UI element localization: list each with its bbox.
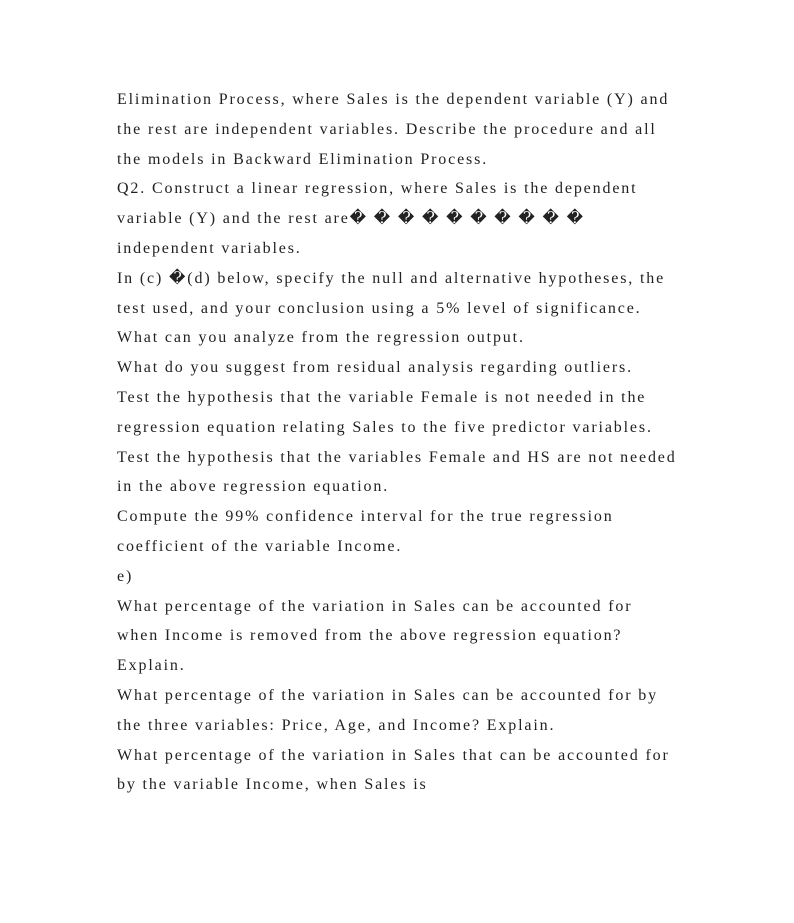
document-body: [117, 85, 677, 800]
paragraph-hypotheses-instructions: In (c) �(d) below, specify the null and alternative hypotheses, the test used, and your conclusion using a 5% level of significance.: [117, 269, 666, 317]
paragraph-variation-income-removed: What percentage of the variation in Sales can be accounted for when Income is removed from the above regression equation? Explain.: [117, 597, 633, 675]
paragraph-part-e-label: e): [117, 567, 134, 585]
paragraph-variation-three-variables: What percentage of the variation in Sales can be accounted for by the three variables: Price, Age, and Income? Explain.: [117, 686, 658, 734]
paragraph-residual-analysis: What do you suggest from residual analysis regarding outliers.: [117, 359, 633, 377]
paragraph-q2-construct-regression: Q2. Construct a linear regression, where Sales is the dependent variable (Y) and the rest are� � � � � � � � � � independent variables.: [117, 180, 638, 257]
paragraph-variation-income: What percentage of the variation in Sales that can be accounted for by the variable Income, when Sales is: [117, 746, 670, 794]
paragraph-test-female-hs: Test the hypothesis that the variables Female and HS are not needed in the above regression equation.: [117, 448, 677, 496]
paragraph-backward-elimination: Elimination Process, where Sales is the dependent variable (Y) and the rest are independent variables. Describe the procedure and all the models in Backward Elimination Process.: [117, 91, 670, 168]
paragraph-analyze-output: What can you analyze from the regression output.: [117, 329, 525, 347]
paragraph-confidence-interval: Compute the 99% confidence interval for the true regression coefficient of the variable Income.: [117, 508, 614, 555]
paragraph-test-female: Test the hypothesis that the variable Female is not needed in the regression equation relating Sales to the five predictor variables.: [117, 388, 653, 436]
